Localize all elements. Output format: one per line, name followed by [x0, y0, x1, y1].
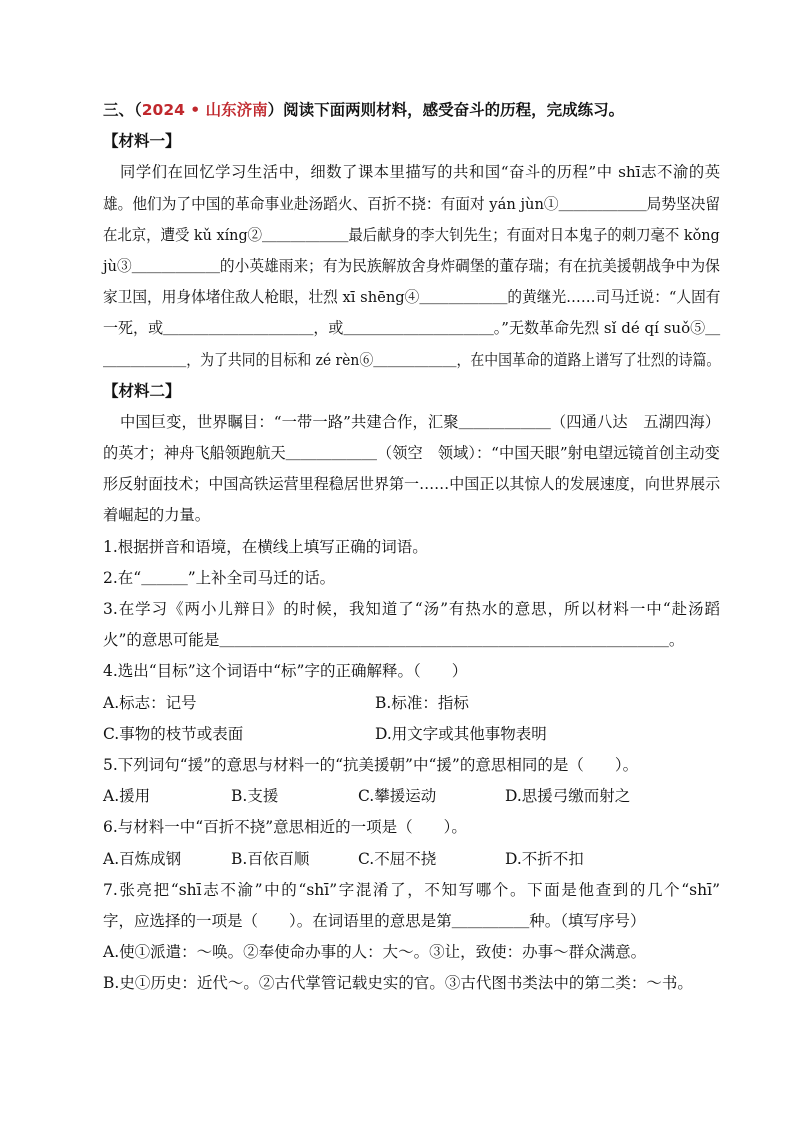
option-c: C.不屈不挠	[358, 849, 437, 868]
question-7-stem: 字，应选择的一项是（ ）。在词语里的意思是第＿＿＿＿＿种。（填写序号）	[103, 911, 646, 930]
material-one-line: ＿＿＿＿＿＿，为了共同的目标和 zé rèn⑥＿＿＿＿＿＿，在中国革命的道路上谱写了壮烈的诗篇。	[103, 350, 721, 369]
material-one-line: 一死，或＿＿＿＿＿＿＿＿＿＿，或＿＿＿＿＿＿＿＿＿＿。”无数革命先烈 sǐ dé qí suǒ⑤＿	[103, 319, 721, 338]
section-instruction: ）阅读下面两则材料，感受奋斗的历程，完成练习。	[267, 101, 625, 119]
option-b: B.支援	[231, 787, 279, 806]
material-one-line: jù③＿＿＿＿＿＿的小英雄雨来；有为民族解放舍身炸碉堡的董存瑞；有在抗美援朝战争中为保	[103, 256, 720, 275]
option-c: C.事物的枝节或表面	[103, 724, 244, 743]
question-7-stem: 7.张亮把“shī志不渝”中的“shī”字混淆了，不知写哪个。下面是他查到的几个“shī”	[103, 880, 720, 899]
question-4-options	[103, 719, 720, 750]
material-two-line: 中国巨变，世界瞩目：“一带一路”共建合作，汇聚＿＿＿＿＿＿（四通八达 五湖四海）	[120, 412, 720, 431]
option-a: A.援用	[103, 787, 151, 806]
question-3-stem: 火”的意思可能是＿＿＿＿＿＿＿＿＿＿＿＿＿＿＿＿＿＿＿＿＿＿＿＿＿＿＿＿＿。	[103, 631, 685, 650]
question-4-options	[103, 688, 720, 719]
question-2: 2.在“＿＿＿”上补全司马迁的话。	[103, 568, 336, 587]
question-3-stem: 3.在学习《两小儿辩日》的时候，我知道了“汤”有热水的意思，所以材料一中“赴汤蹈	[103, 600, 720, 618]
exam-source-label: 2024 • 山东济南	[141, 101, 268, 119]
section-title	[103, 95, 720, 126]
option-b: B.百依百顺	[231, 849, 310, 868]
question-6-options	[103, 844, 720, 875]
option-b: B.史①历史：近代～。②古代掌管记载史实的官。③古代图书类法中的第二类：～书。	[103, 974, 693, 993]
material-two-line: 着崛起的力量。	[103, 506, 211, 525]
option-c: C.攀援运动	[358, 787, 437, 806]
option-a: A.标志：记号	[103, 693, 197, 712]
question-5-stem: 5.下列词句“援”的意思与材料一的“抗美援朝”中“援”的意思相同的是（ ）。	[103, 755, 639, 774]
question-6-stem: 6.与材料一中“百折不挠”意思相近的一项是（ ）。	[103, 818, 467, 837]
section-number: 三、（	[103, 101, 142, 119]
option-d: D.不折不扣	[505, 849, 584, 868]
material-one-line: 同学们在回忆学习生活中，细数了课本里描写的共和国“奋斗的历程”中 shī志不渝的英	[120, 163, 720, 182]
material-two-line: 的英才；神舟飞船领跑航天＿＿＿＿＿＿（领空 领域）：“中国天眼”射电望远镜首创主动变	[103, 444, 720, 463]
option-a: A.使①派遣：～唤。②奉使命办事的人：大～。③让，致使：办事～群众满意。	[103, 943, 647, 962]
material-two-heading: 【材料二】	[103, 381, 181, 400]
material-one-line: 雄。他们为了中国的革命事业赴汤蹈火、百折不挠：有面对 yán jùn①＿＿＿＿＿＿局势坚决留	[103, 194, 721, 213]
material-one-line: 家卫国，用身体堵住敌人枪眼，壮烈 xī shēng④＿＿＿＿＿＿的黄继光……司马迁说：“人固有	[103, 288, 721, 307]
question-4-stem: 4.选出“目标”这个词语中“标”字的正确解释。（ ）	[103, 662, 468, 681]
material-one-line: 在北京，遭受 kǔ xíng②＿＿＿＿＿＿最后献身的李大钊先生；有面对日本鬼子的刺刀毫不 kǒng	[103, 225, 720, 244]
option-b: B.标准：指标	[375, 693, 469, 712]
document-page	[103, 95, 720, 999]
option-a: A.百炼成钢	[103, 849, 182, 868]
material-one-heading: 【材料一】	[103, 132, 181, 151]
question-1: 1.根据拼音和语境，在横线上填写正确的词语。	[103, 537, 428, 556]
option-d: D.用文字或其他事物表明	[375, 724, 547, 743]
option-d: D.思援弓缴而射之	[505, 787, 631, 806]
question-5-options	[103, 781, 720, 812]
material-two-line: 形反射面技术；中国高铁运营里程稳居世界第一……中国正以其惊人的发展速度，向世界展示	[103, 475, 721, 494]
